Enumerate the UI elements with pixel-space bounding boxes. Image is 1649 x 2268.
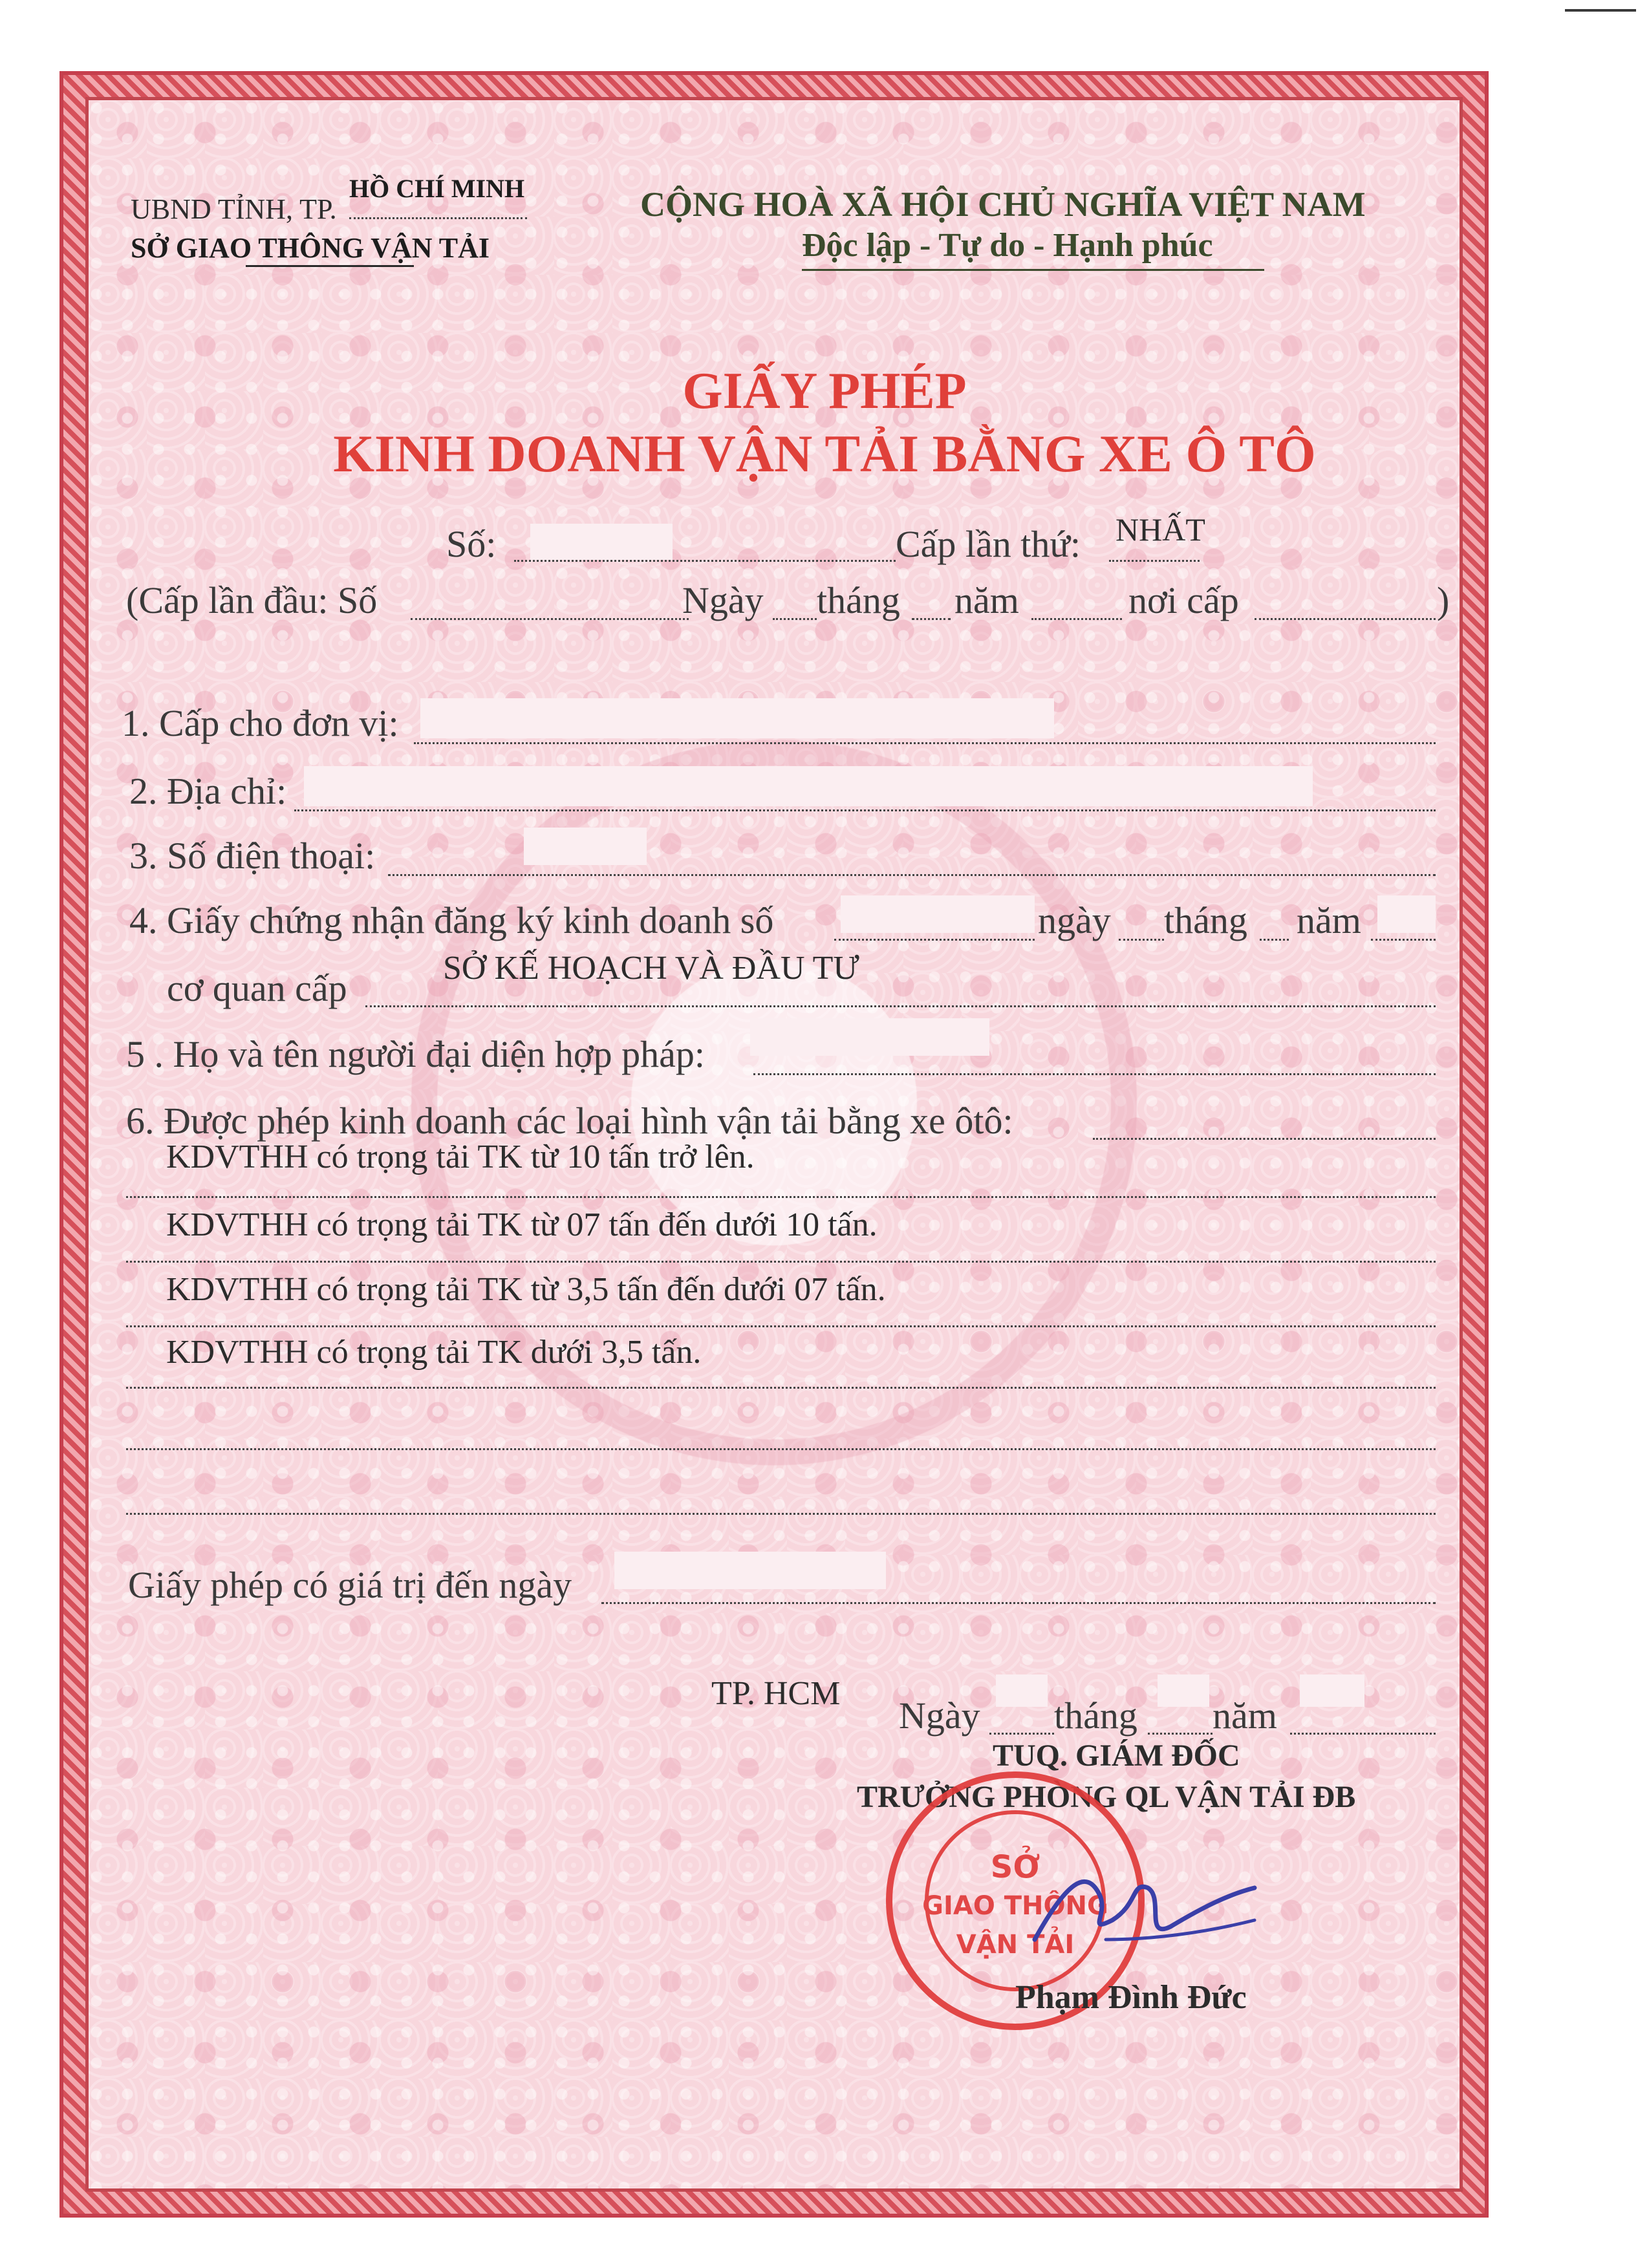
first-issue-close: ) [1437,579,1450,621]
field-representative-label: 5 . Họ và tên người đại diện hợp pháp: [126,1033,705,1075]
seal-text-line2: GIAO THÔNG [922,1891,1108,1921]
blank-line-dots [126,1513,1436,1515]
first-issue-year-dots [1031,618,1122,620]
field-agency-value: SỞ KẾ HOẠCH VÀ ĐẦU TƯ [443,950,859,987]
number-label: Số: [446,523,497,565]
signing-day-redacted [996,1674,1048,1707]
field-registration-label: 4. Giấy chứng nhận đăng ký kinh doanh số [129,899,774,941]
signing-city: TP. HCM [711,1675,841,1712]
field-unit-label: 1. Cấp cho đơn vị: [122,702,399,744]
header-motto-underline [802,269,1264,271]
business-type-item: KDVTHH có trọng tải TK từ 3,5 tấn đến dưới 07 tấn. [166,1271,886,1308]
signing-role-authorized: TUQ. GIÁM ĐỐC [993,1738,1240,1773]
field-address-redacted [304,766,1313,806]
field-agency-dots [365,1005,1436,1007]
issue-dots [1109,560,1200,562]
field-phone-dots [388,874,1436,876]
signing-month-dots [1148,1733,1212,1735]
header-province-value: HỒ CHÍ MINH [349,174,525,203]
header-province-prefix: UBND TỈNH, TP. [131,193,337,225]
field-registration-month-label: tháng [1164,899,1247,941]
business-type-item: KDVTHH có trọng tải TK từ 10 tấn trở lên. [166,1139,755,1175]
document-title: GIẤY PHÉP [682,363,967,420]
first-issue-month-dots [912,618,951,620]
validity-redacted [614,1552,886,1589]
business-type-dots [126,1387,1436,1389]
business-type-item: KDVTHH có trọng tải TK dưới 3,5 tấn. [166,1334,702,1371]
field-business-types-dots [1093,1138,1436,1140]
header-department: SỞ GIAO THÔNG VẬN TẢI [131,232,490,264]
blank-line-dots [126,1448,1436,1450]
first-issue-place-dots [1255,618,1436,620]
signing-year-label: năm [1212,1695,1277,1737]
field-registration-day-label: ngày [1038,899,1111,941]
field-phone-label: 3. Số điện thoại: [129,835,376,877]
field-phone-redacted [524,828,647,865]
header-province-dots [349,217,527,219]
signing-month-label: tháng [1054,1695,1137,1737]
field-representative-redacted [750,1018,989,1056]
first-issue-month-label: tháng [817,579,900,621]
business-type-item: KDVTHH có trọng tải TK từ 07 tấn đến dưới 10 tấn. [166,1206,878,1243]
seal-text-line1: SỞ [990,1849,1040,1885]
signing-day-label: Ngày [899,1695,980,1737]
header-motto: Độc lập - Tự do - Hạnh phúc [802,227,1213,264]
signing-year-dots [1290,1733,1436,1735]
field-unit-dots [414,742,1436,744]
first-issue-label: (Cấp lần đầu: Số [126,579,378,621]
document-subtitle: KINH DOANH VẬN TẢI BẰNG XE Ô TÔ [333,424,1316,483]
field-representative-dots [753,1073,1436,1075]
field-registration-year-label: năm [1297,899,1361,941]
signer-name: Phạm Đình Đức [1015,1979,1247,2016]
signature-mark [1009,1843,1280,1972]
field-business-types-label: 6. Được phép kinh doanh các loại hình vận tải bằng xe ôtô: [126,1100,1013,1142]
first-issue-day-label: Ngày [682,579,764,621]
header-country: CỘNG HOÀ XÃ HỘI CHỦ NGHĨA VIỆT NAM [640,185,1366,224]
field-registration-dots [834,939,1035,941]
first-issue-year-label: năm [954,579,1019,621]
signing-day-dots [989,1733,1054,1735]
issue-value: NHẤT [1116,511,1205,548]
header-left-underline [246,265,414,267]
signing-role-head: TRƯỞNG PHÒNG QL VẬN TẢI ĐB [857,1780,1356,1814]
business-type-dots [126,1325,1436,1327]
first-issue-number-dots [411,618,689,620]
validity-dots [601,1602,1436,1604]
signing-year-redacted [1300,1674,1364,1707]
business-type-dots [126,1261,1436,1263]
field-address-dots [294,809,1436,811]
issue-label: Cấp lần thứ: [896,523,1081,565]
field-registration-year-dots [1371,939,1436,941]
business-type-dots [126,1196,1436,1198]
number-redacted [530,524,673,560]
number-dots [514,560,896,562]
field-registration-year-redacted [1377,895,1436,933]
scan-mark [1565,9,1636,12]
field-registration-day-dots [1119,939,1164,941]
field-unit-redacted [420,698,1054,738]
signing-month-redacted [1158,1674,1209,1707]
validity-label: Giấy phép có giá trị đến ngày [128,1564,572,1606]
seal-text-line3: VẬN TẢI [956,1930,1075,1960]
first-issue-place-label: nơi cấp [1128,579,1239,621]
field-registration-month-dots [1260,939,1289,941]
field-agency-label: cơ quan cấp [167,967,347,1009]
field-address-label: 2. Địa chỉ: [129,770,287,812]
first-issue-day-dots [773,618,817,620]
field-registration-redacted [841,895,1035,933]
